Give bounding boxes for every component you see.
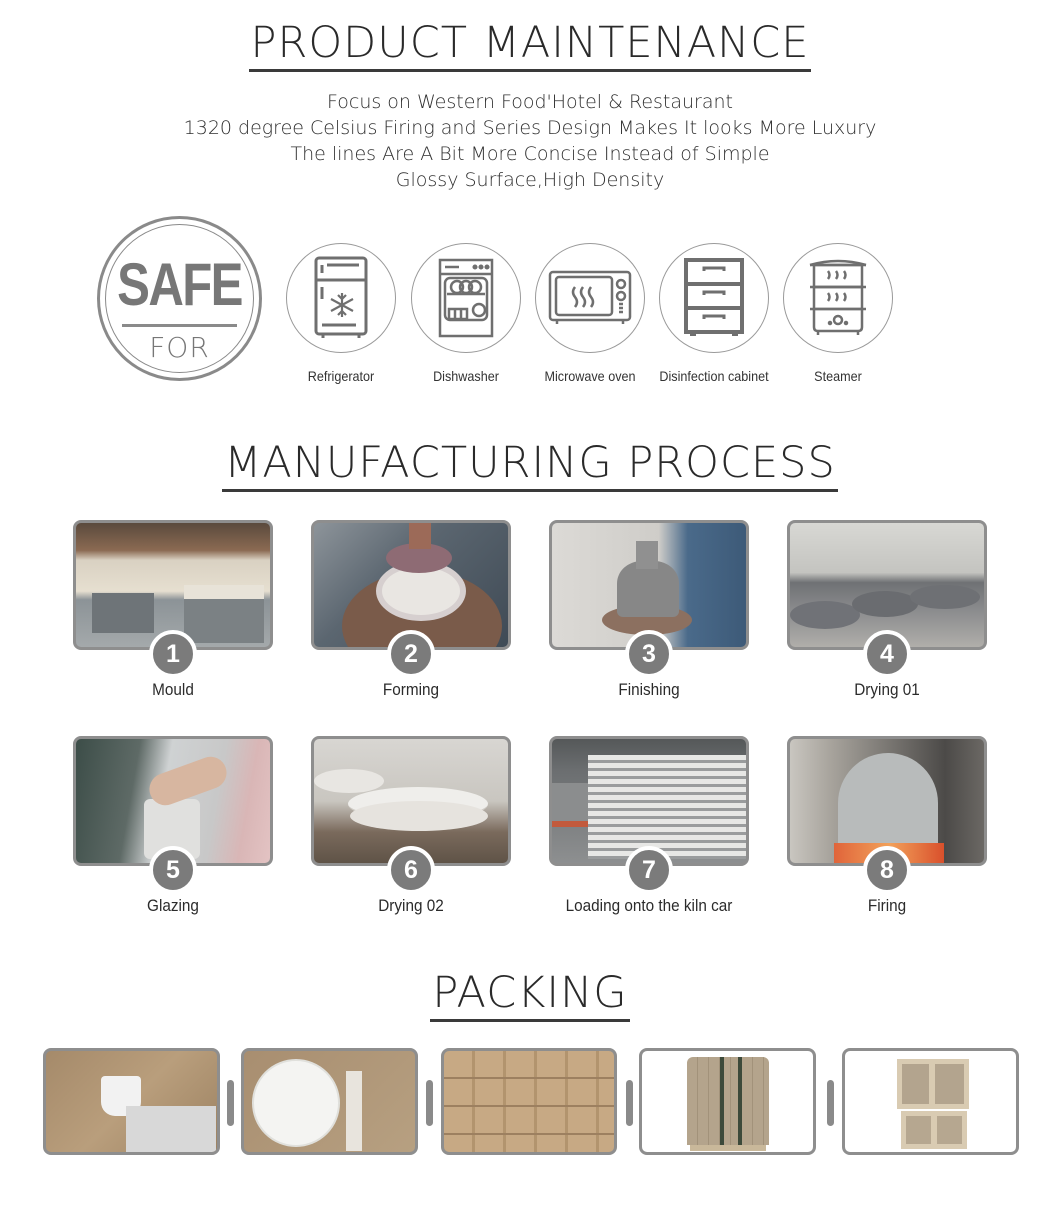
process-step <box>311 520 511 699</box>
badge-divider <box>122 324 237 327</box>
safe-for-badge <box>97 216 262 381</box>
appliance-microwave <box>534 243 646 384</box>
appliance-label: Dishwasher <box>433 368 499 384</box>
maintenance-intro <box>0 89 1060 193</box>
appliance-disinfection-cabinet <box>658 243 770 384</box>
appliance-label: Microwave oven <box>544 368 636 384</box>
step-label: Mould <box>152 680 194 699</box>
process-title-text: MANUFACTURING PROCESS <box>222 442 838 492</box>
packing-separator <box>626 1080 633 1126</box>
process-step <box>311 736 511 915</box>
appliance-steamer <box>782 243 894 384</box>
packing-photo-cartons <box>441 1048 617 1155</box>
step-label: Drying 01 <box>854 680 920 699</box>
section-title-process <box>0 438 1060 492</box>
dishwasher-icon <box>411 243 521 353</box>
process-step <box>787 736 987 915</box>
appliance-label: Disinfection cabinet <box>659 368 769 384</box>
intro-line: The lines Are A Bit More Concise Instead of Simple <box>290 143 770 165</box>
step-number-badge: 2 <box>387 630 435 678</box>
for-word: FOR <box>149 331 210 364</box>
refrigerator-icon <box>286 243 396 353</box>
packing-photo-mug-box <box>43 1048 220 1155</box>
appliance-refrigerator <box>285 243 397 384</box>
maintenance-title-text: PRODUCT MAINTENANCE <box>249 22 812 72</box>
section-title-maintenance <box>0 18 1060 72</box>
safe-word: SAFE <box>117 251 242 318</box>
step-label: Firing <box>867 896 907 915</box>
appliance-dishwasher <box>410 243 522 384</box>
step-label: Loading onto the kiln car <box>565 896 733 915</box>
process-step <box>549 520 749 699</box>
step-number-badge: 4 <box>863 630 911 678</box>
cabinet-icon <box>659 243 769 353</box>
process-step <box>549 736 749 915</box>
process-step <box>787 520 987 699</box>
packing-title-text: PACKING <box>430 972 629 1022</box>
step-label: Drying 02 <box>378 896 444 915</box>
steamer-icon <box>783 243 893 353</box>
packing-separator <box>426 1080 433 1126</box>
process-step <box>73 520 273 699</box>
intro-line: 1320 degree Celsius Firing and Series Design Makes It looks More Luxury <box>183 117 877 139</box>
intro-line: Glossy Surface,High Density <box>395 169 665 191</box>
step-label: Finishing <box>618 680 680 699</box>
packing-separator <box>827 1080 834 1126</box>
step-number-badge: 1 <box>149 630 197 678</box>
step-number-badge: 7 <box>625 846 673 894</box>
step-number-badge: 8 <box>863 846 911 894</box>
packing-separator <box>227 1080 234 1126</box>
section-title-packing <box>0 968 1060 1022</box>
appliance-label: Steamer <box>814 368 862 384</box>
appliance-label: Refrigerator <box>307 368 375 384</box>
packing-photo-pallet <box>639 1048 816 1155</box>
packing-photo-plates-box <box>241 1048 418 1155</box>
step-number-badge: 3 <box>625 630 673 678</box>
step-label: Glazing <box>147 896 199 915</box>
microwave-icon <box>535 243 645 353</box>
step-number-badge: 5 <box>149 846 197 894</box>
step-number-badge: 6 <box>387 846 435 894</box>
step-label: Forming <box>382 680 440 699</box>
intro-line: Focus on Western Food'Hotel & Restaurant <box>327 91 733 113</box>
packing-photo-wooden-crates <box>842 1048 1019 1155</box>
process-step <box>73 736 273 915</box>
